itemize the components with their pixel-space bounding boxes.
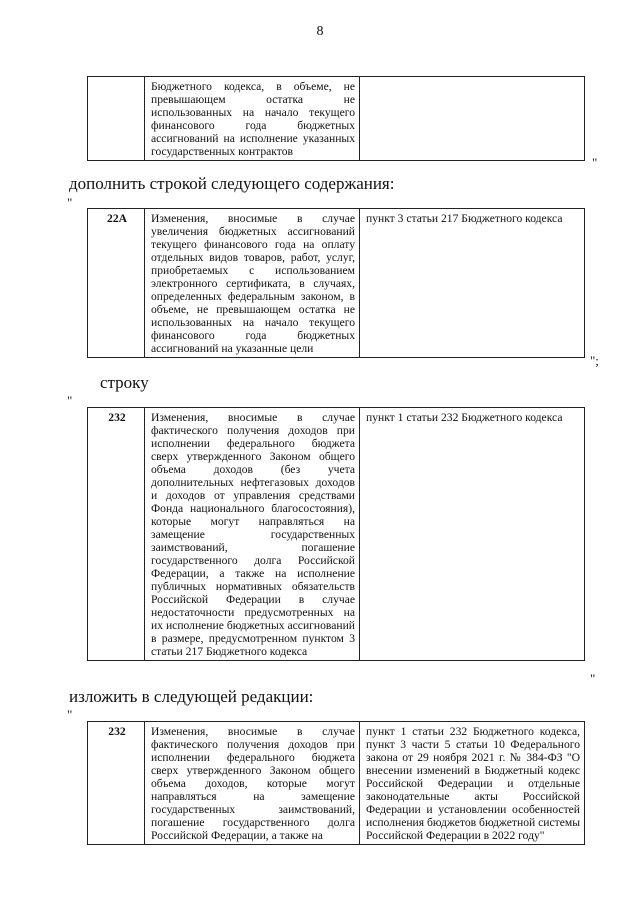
opening-quote: " — [67, 707, 73, 722]
table-row-232-old — [87, 407, 585, 661]
row-description: Изменения, вносимые в случае фактического получения доходов при исполнении федерального бюджета сверх утвержденного Законом общего объема доходов, которые могут направляться на замещение государственных заимствований, погашение государственного долга Российской Федерации, а также на — [145, 722, 360, 845]
row-number — [88, 77, 145, 161]
closing-quote: " — [590, 671, 596, 686]
row-number: 232 — [88, 408, 145, 661]
table-row — [88, 77, 585, 161]
row-legal-basis: пункт 3 статьи 217 Бюджетного кодекса — [360, 209, 585, 358]
closing-quote: "; — [590, 353, 599, 368]
closing-quote: " — [592, 155, 598, 170]
row-legal-basis: пункт 1 статьи 232 Бюджетного кодекса — [360, 408, 585, 661]
instruction-heading: изложить в следующей редакции: — [69, 687, 314, 706]
page-number: 8 — [316, 24, 324, 39]
row-number: 22А — [88, 209, 145, 358]
row-description: Бюджетного кодекса, в объеме, не превышающем остатка не использованных на начало текущего финансового года бюджетных ассигнований на исполнение указанных государственных контрактов — [145, 77, 360, 161]
table-row — [88, 722, 585, 845]
table-row-232-new — [87, 721, 585, 845]
instruction-heading: дополнить строкой следующего содержания: — [69, 174, 395, 193]
table-row-22a — [87, 208, 585, 358]
instruction-heading: строку — [100, 373, 149, 392]
opening-quote: " — [67, 195, 73, 210]
row-number: 232 — [88, 722, 145, 845]
table-row — [88, 408, 585, 661]
row-legal-basis — [360, 77, 585, 161]
row-description: Изменения, вносимые в случае увеличения бюджетных ассигнований текущего финансового года на оплату отдельных видов товаров, работ, услуг, приобретаемых с использованием электронного сертификата, в случаях, определенных федеральным законом, в объеме, не превышающем остатка не использованных на начало текущего финансового года бюджетных ассигнований на указанные цели — [145, 209, 360, 358]
opening-quote: " — [67, 393, 73, 408]
table-row — [88, 209, 585, 358]
row-description: Изменения, вносимые в случае фактического получения доходов при исполнении федерального бюджета сверх утвержденного Законом общего объема доходов (без учета дополнительных нефтегазовых доходов и доходов от управления средствами Фонда национального благосостояния), которые могут направляться на замещение государственных заимствований, погашение государственного долга Российской Федерации, а также на исполнение публичных нормативных обязательств Российской Федерации в случае недостаточности предусмотренных на их исполнение бюджетных ассигнований в размере, предусмотренном пунктом 3 статьи 217 Бюджетного кодекса — [145, 408, 360, 661]
table-fragment-1 — [87, 76, 585, 161]
row-legal-basis: пункт 1 статьи 232 Бюджетного кодекса, пункт 3 части 5 статьи 10 Федерального закона от 29 ноября 2021 г. № 384-ФЗ "О внесении изменений в Бюджетный кодекс Российской Федерации и отдельные законодательные акты Российской Федерации и установлении особенностей исполнения бюджетов бюджетной системы Российской Федерации в 2022 году" — [360, 722, 585, 845]
